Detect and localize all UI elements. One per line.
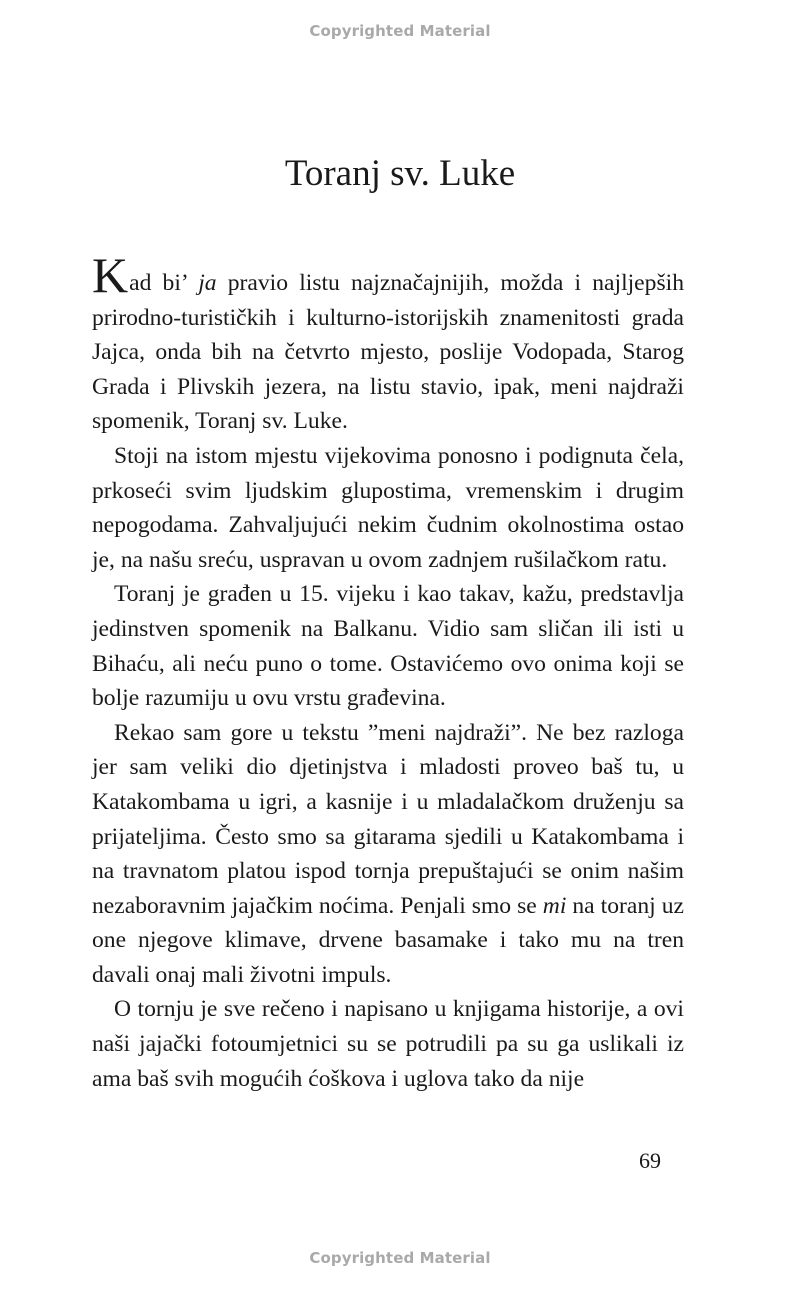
paragraph-2: Stoji na istom mjestu vijekovima ponosno i podignuta čela, prkoseći svim ljudskim glupostima, vremenskim i drugim nepogodama. Zahvaljujući nekim čudnim okolnostima ostao je, na našu sreću, uspravan u ovom zadnjem rušilačkom ratu. xyxy=(92,442,684,573)
chapter-body xyxy=(92,247,684,1096)
drop-cap: K xyxy=(92,247,129,303)
page-number: 69 xyxy=(639,1148,661,1173)
paragraph-1 xyxy=(92,247,684,439)
paragraph-1-text-b: pravio listu najznačajnijih, možda i najljepših prirodno-turističkih i kulturno-istorijskih znamenitosti grada Jajca, onda bih na četvrto mjesto, poslije Vodopada, Starog Grada i Plivskih jezera, na listu stavio, ipak, meni najdraži spomenik, Toranj sv. Luke. xyxy=(92,270,684,435)
paragraph-3: Toranj je građen u 15. vijeku i kao takav, kažu, predstavlja jedinstven spomenik na Balkanu. Vidio sam sličan ili isti u Bihaću, ali neću puno o tome. Ostavićemo ovo onima koji se bolje razumiju u ovu vrstu građevina. xyxy=(92,581,684,712)
paragraph-4 xyxy=(92,716,684,993)
copyright-watermark-bottom: Copyrighted Material xyxy=(309,1249,491,1267)
copyright-watermark-top: Copyrighted Material xyxy=(309,22,491,40)
chapter-title: Toranj sv. Luke xyxy=(284,153,516,194)
paragraph-4-text-a: Rekao sam gore u tekstu ”meni najdraži”. Ne bez razloga jer sam veliki dio djetinjstva i mladosti proveo baš tu, u Katakombama u igri, a kasnije i u mladalačkom druženju sa prijateljima. Često smo sa gitarama sjedili u Katakombama i na travnatom platou ispod tornja prepuštajući se onim našim nezaboravnim jajačkim noćima. Penjali smo se xyxy=(92,719,684,919)
paragraph-4-text-b: na toranj uz one njegove klimave, drvene basamake i tako mu na tren davali onaj mali životni impuls. xyxy=(92,892,684,988)
paragraph-1-italic: ja xyxy=(198,270,217,296)
paragraph-5: O tornju je sve rečeno i napisano u knjigama historije, a ovi naši jajački fotoumjetnici su se potrudili pa su ga uslikali iz ama baš svih mogućih ćoškova i uglova tako da nije xyxy=(92,996,684,1092)
paragraph-4-italic: mi xyxy=(542,892,567,919)
paragraph-1-text-a: ad bi’ xyxy=(129,270,199,296)
